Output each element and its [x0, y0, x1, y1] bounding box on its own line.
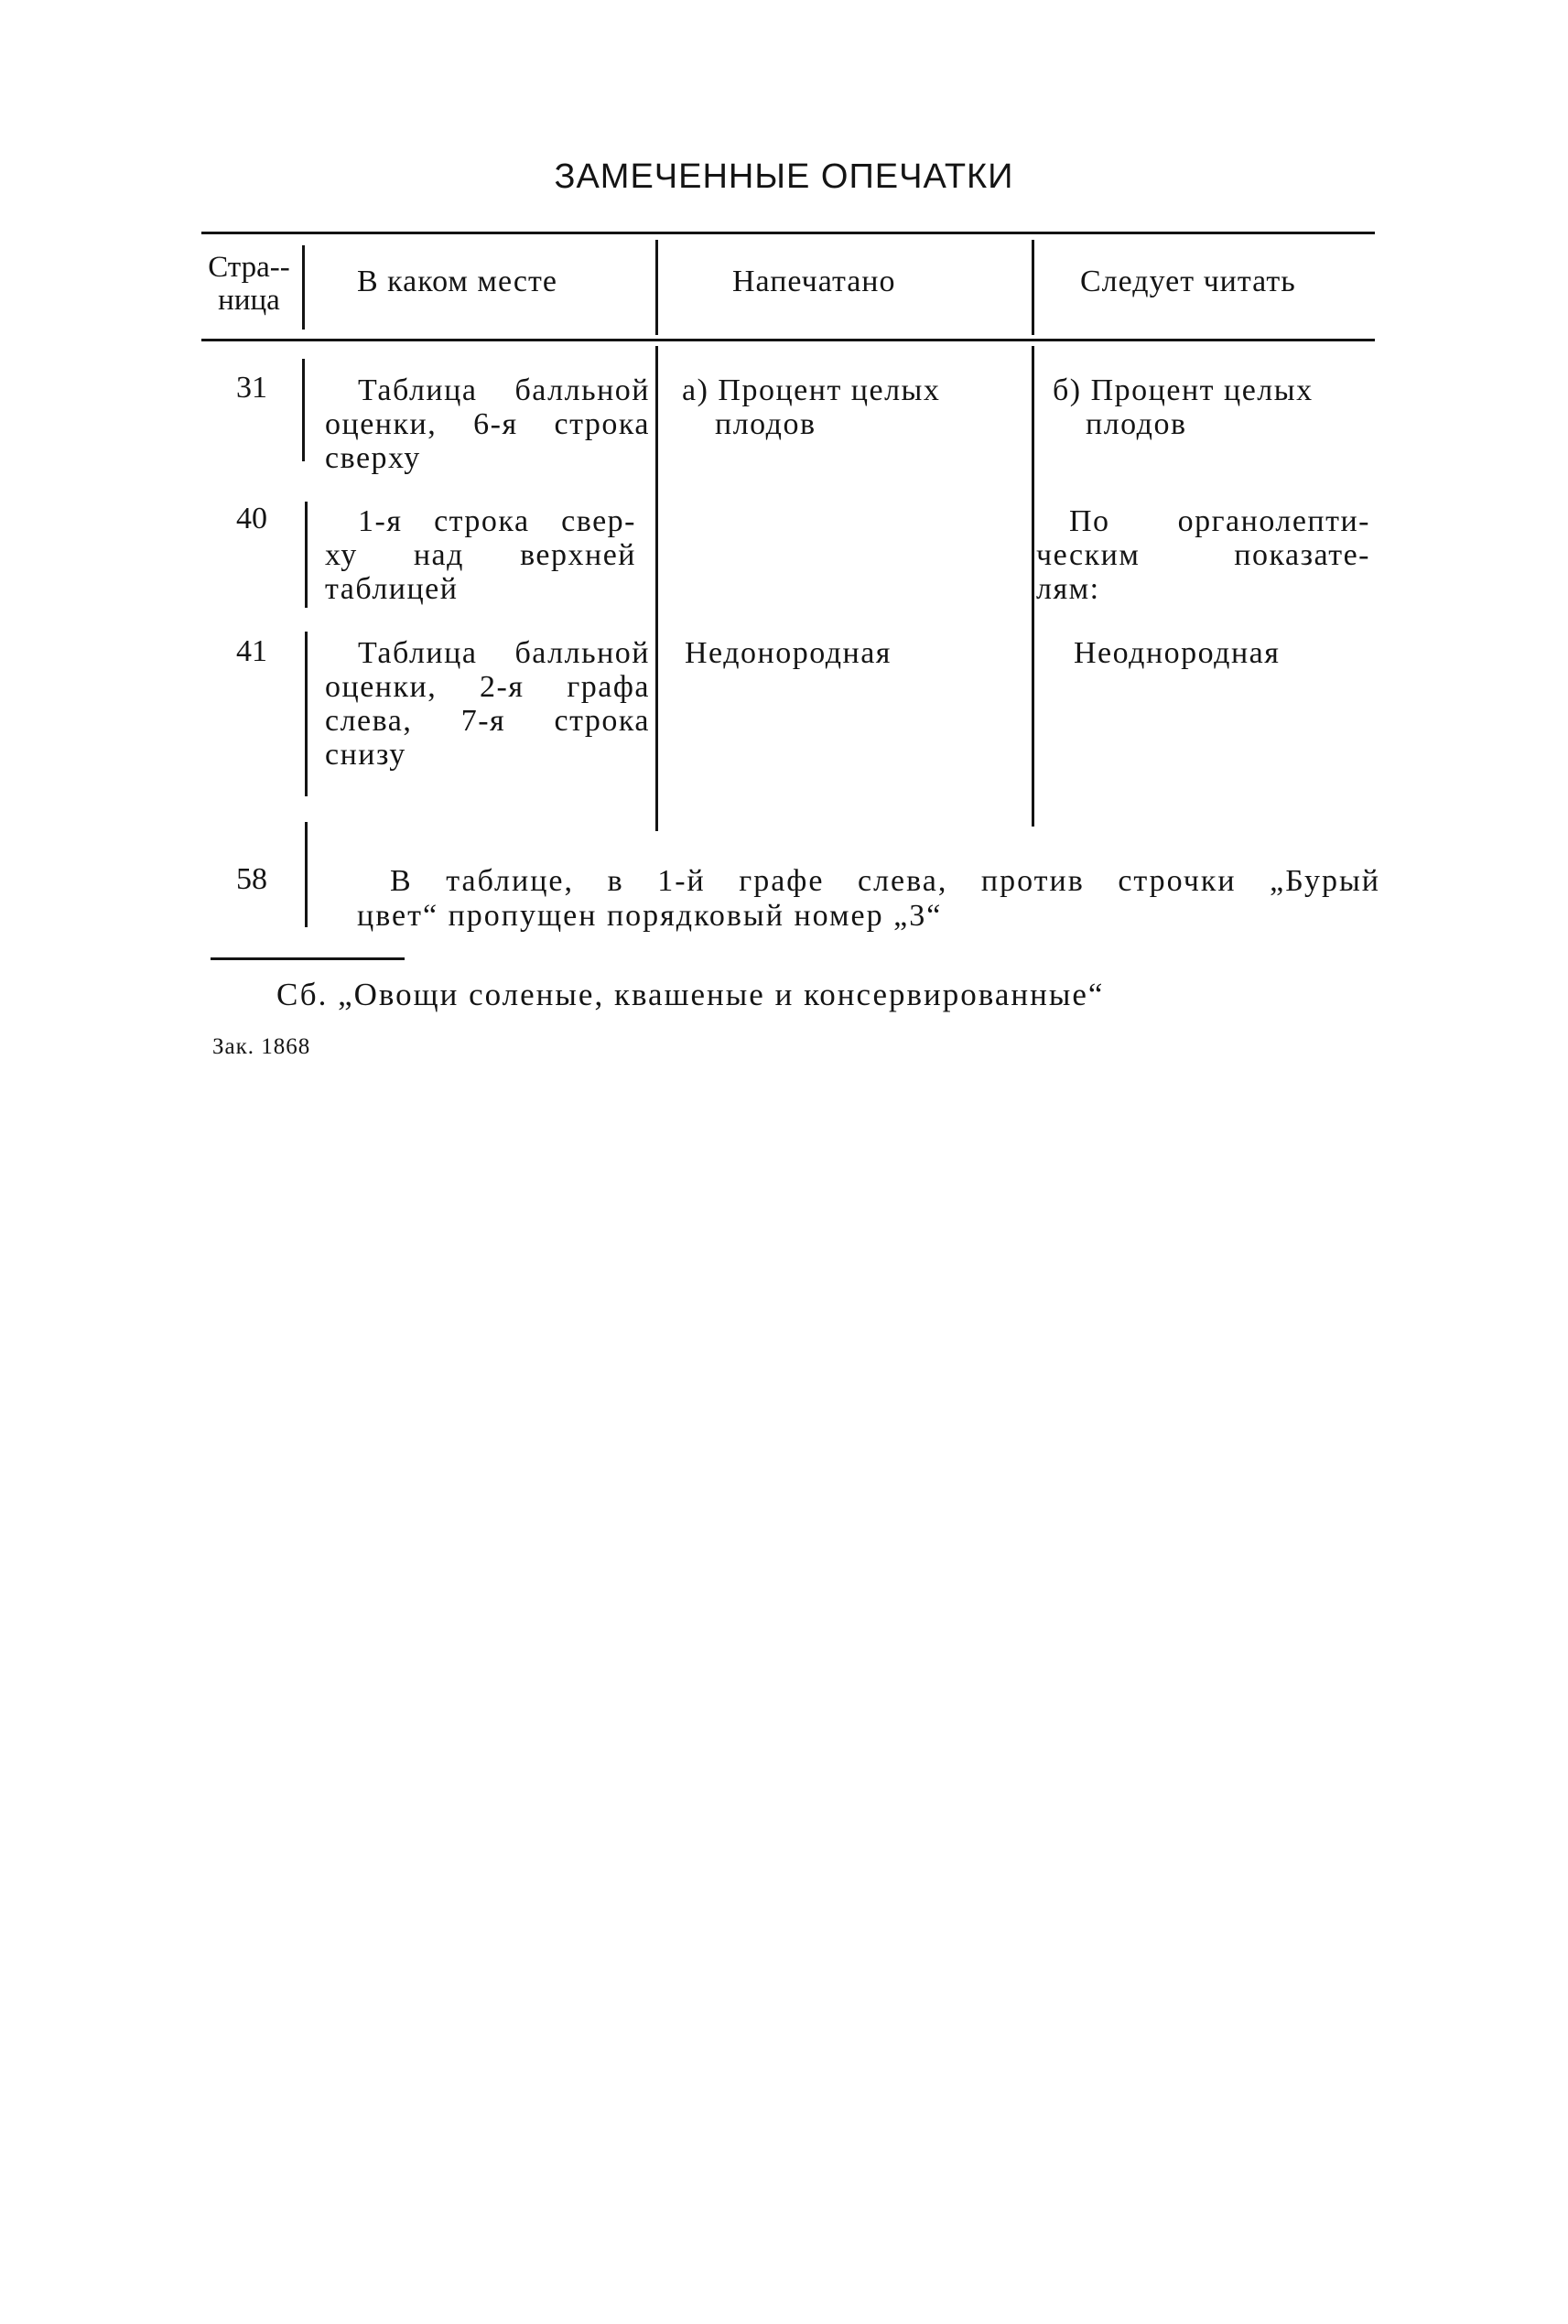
correct-cell: [1053, 373, 1382, 441]
location-line: снизу: [325, 738, 406, 772]
column-header-printed: Напечатано: [732, 265, 896, 298]
printed-cell: [685, 636, 892, 670]
location-cell: [325, 636, 650, 772]
location-line: сверху: [325, 441, 421, 475]
footer-rule: [211, 957, 405, 960]
correct-line: плодов: [1086, 407, 1187, 441]
location-cell: [325, 504, 636, 606]
column-divider: [1032, 346, 1034, 827]
correct-cell: [1036, 504, 1370, 606]
location-line: Таблица балльной: [358, 373, 650, 407]
correct-line: По органолепти-: [1069, 504, 1370, 538]
location-line: таблицей: [325, 572, 459, 606]
order-number: Зак. 1868: [212, 1034, 311, 1059]
column-divider: [655, 240, 658, 335]
page-number: 31: [236, 371, 267, 405]
collection-title: Сб. „Овощи соленые, квашеные и консервированные“: [276, 977, 1105, 1012]
printed-line: плодов: [715, 407, 816, 441]
column-divider: [305, 822, 308, 927]
column-divider: [305, 502, 308, 608]
column-header-page-line1: Стра--: [208, 251, 290, 284]
location-line: Таблица балльной: [358, 636, 650, 670]
correct-line: лям:: [1036, 572, 1100, 606]
location-line: оценки, 2-я графа: [325, 670, 650, 704]
printed-line: а) Процент целых: [682, 373, 941, 407]
correct-line: Неоднородная: [1074, 636, 1281, 670]
column-divider: [305, 632, 308, 796]
column-header-page: [196, 251, 302, 317]
correct-line: ческим показате-: [1036, 538, 1370, 572]
note-cell: [357, 864, 1380, 934]
printed-cell: [682, 373, 1011, 441]
correct-cell: [1074, 636, 1280, 670]
note-line: цвет“ пропущен порядковый номер „3“: [357, 899, 943, 933]
location-line: оценки, 6-я строка: [325, 407, 650, 441]
table-header-rule: [201, 339, 1375, 341]
column-divider: [1032, 240, 1034, 335]
location-cell: [325, 373, 650, 475]
column-divider: [302, 245, 305, 330]
page-number: 58: [236, 862, 267, 896]
column-divider: [655, 346, 658, 831]
printed-line: Недонородная: [685, 636, 892, 670]
column-header-page-line2: ница: [218, 284, 280, 317]
location-line: 1-я строка свер-: [358, 504, 636, 538]
location-line: ху над верхней: [325, 538, 636, 572]
correct-line: б) Процент целых: [1053, 373, 1314, 407]
note-line: В таблице, в 1-й графе слева, против строчки „Бурый: [390, 864, 1380, 898]
page-number: 40: [236, 502, 267, 535]
page-title: ЗАМЕЧЕННЫЕ ОПЕЧАТКИ: [554, 157, 1014, 196]
column-header-location: В каком месте: [357, 265, 557, 298]
page-number: 41: [236, 634, 267, 668]
location-line: слева, 7-я строка: [325, 704, 650, 738]
table-top-rule: [201, 232, 1375, 234]
column-header-correct: Следует читать: [1080, 265, 1296, 298]
column-divider: [302, 359, 305, 461]
